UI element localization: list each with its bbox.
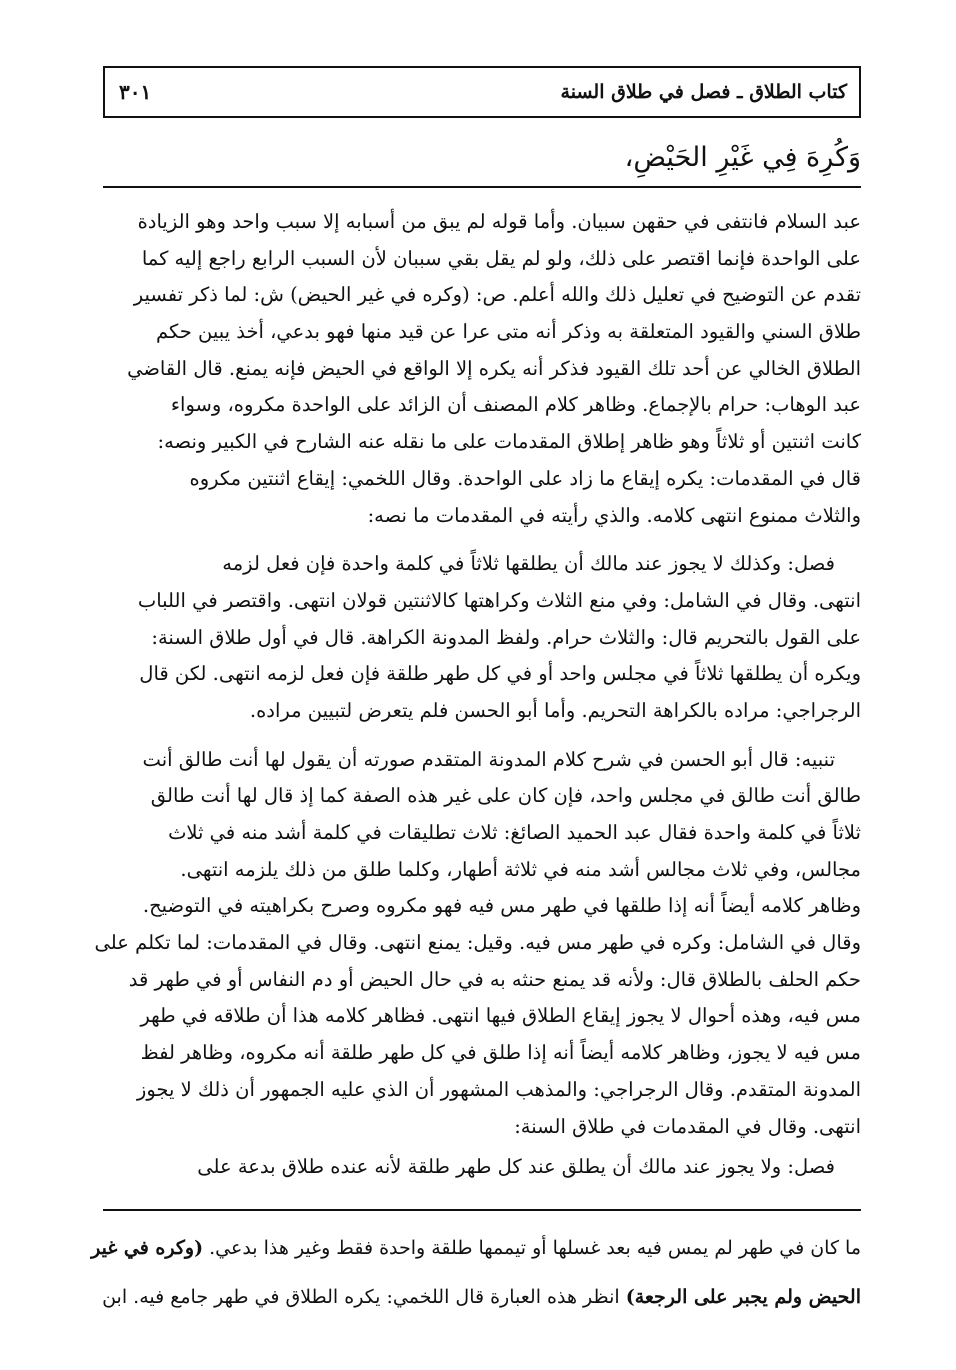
footnote [91,1224,861,1322]
footnote-line [91,1224,861,1273]
text-line: تقدم عن التوضيح في تعليل ذلك والله أعلم. ص: (وكره في غير الحيض) ش: لما ذكر تفسير [133,283,861,307]
paragraph-1 [103,204,861,534]
text-line: على القول بالتحريم قال: والثلاث حرام. ولفظ المدونة الكراهة. قال في أول طلاق السنة: [151,625,861,649]
paragraph-4 [103,1149,861,1186]
top-divider [103,186,861,188]
running-header [103,66,861,118]
matn-text: وَكُرِهَ فِي غَيْرِ الحَيْضِ، [624,142,861,173]
text-line: وظاهر كلامه أيضاً أنه إذا طلقها في طهر مس فيه فهو مكروه وصرح بكراهيته في التوضيح. [142,894,861,918]
footnote-line [103,1273,861,1322]
text-line: انتهى. وقال في المقدمات في طلاق السنة: [514,1114,861,1138]
text-line: مجالس، وفي ثلاث مجالس أشد منه في ثلاثة أطهار، وكلما طلق من ذلك يلزمه انتهى. [180,857,861,881]
text-line: الطلاق الخالي عن أحد تلك القيود فذكر أنه يكره إلا الواقع في الحيض فإنه يمنع. قال القاضي [127,356,861,380]
text-line: مس فيه، وهذه أحوال لا يجوز إيقاع الطلاق فيها انتهى. فظاهر كلامه هذا أن طلاقه في طهر [140,1004,861,1028]
text-line: عبد السلام فانتفى في حقهن سبيان. وأما قوله لم يبق من أسبابه إلا سبب واحد وهو الزيادة [137,210,861,233]
text-line: على الواحدة فإنما اقتصر على ذلك، ولو لم يقل بقي سببان لأن السبب الرابع راجع إليه كما [141,246,861,270]
footnote-quote: (وكره في غير [91,1237,204,1259]
text-line: ثلاثاً في كلمة واحدة فقال عبد الحميد الصائغ: ثلاث تطليقات في كلمة أشد منه في ثلاث [168,821,861,844]
text-line: والثلاث ممنوع انتهى كلامه. والذي رأيته في المقدمات ما نصه: [367,503,861,527]
text-line: الرجراجي: مراده بالكراهة التحريم. وأما أبو الحسن فلم يتعرض لتبيين مراده. [249,698,861,722]
text-line: عبد الوهاب: حرام بالإجماع. وظاهر كلام المصنف أن الزائد على الواحدة مكروه، وسواء [170,393,861,417]
text-line: انتهى. وقال في الشامل: وفي منع الثلاث وكراهتها كالاثنتين قولان انتهى. واقتصر في اللباب [137,588,861,612]
header-title: كتاب الطلاق ـ فصل في طلاق السنة [560,81,847,103]
footnote-quote: الحيض ولم يجبر على الرجعة) [625,1286,861,1308]
paragraph-2 [103,546,861,729]
text-line: فصل: وكذلك لا يجوز عند مالك أن يطلقها ثلاثاً في كلمة واحدة فإن فعل لزمه [222,552,835,576]
page-number: ٣٠١ [119,80,152,104]
text-line: حكم الحلف بالطلاق قال: ولأنه قد يمنع حنثه به في حال الحيض أو دم النفاس أو في طهر قد [128,967,861,991]
text-line: قال في المقدمات: يكره إيقاع ما زاد على الواحدة. وقال اللخمي: إيقاع اثنتين مكروه [189,466,861,490]
footnote-text: انظر هذه العبارة قال اللخمي: يكره الطلاق في طهر جامع فيه. ابن [102,1286,626,1308]
text-line: كانت اثنتين أو ثلاثاً وهو ظاهر إطلاق المقدمات على ما نقله عنه الشارح في الكبير ونصه: [157,430,861,454]
text-line: المدونة المتقدم. وقال الرجراجي: والمذهب المشهور أن الذي عليه الجمهور أن ذلك لا يجوز [136,1077,861,1101]
text-line: طلاق السني والقيود المتعلقة به وذكر أنه متى عرا عن قيد منها فهو بدعي، أخذ يبين حكم [155,320,861,344]
text-line: وقال في الشامل: وكره في طهر مس فيه. وقيل: يمنع انتهى. وقال في المقدمات: لما تكلم على [94,931,861,955]
text-line: تنبيه: قال أبو الحسن في شرح كلام المدونة المتقدم صورته أن يقول لها أنت طالق أنت [142,747,835,771]
footnote-text: ما كان في طهر لم يمس فيه بعد غسلها أو تيممها طلقة واحدة فقط وغير هذا بدعي. [203,1237,861,1259]
footnote-divider [103,1209,861,1211]
text-line: ويكره أن يطلقها ثلاثاً في مجلس واحد أو في كل طهر طلقة فإن فعل لزمه انتهى. لكن قال [139,662,861,686]
text-line: فصل: ولا يجوز عند مالك أن يطلق عند كل طهر طلقة لأنه عنده طلاق بدعة على [197,1155,835,1179]
text-line: مس فيه لا يجوز، وظاهر كلامه أيضاً أنه إذا طلق في كل طهر طلقة أنه مكروه، وظاهر لفظ [140,1041,861,1065]
paragraph-3 [94,742,861,1146]
text-line: طالق أنت طالق في مجلس واحد، فإن كان على غير هذه الصفة كما إذ قال لها أنت طالق [150,784,861,808]
commentary-body [94,204,861,1186]
